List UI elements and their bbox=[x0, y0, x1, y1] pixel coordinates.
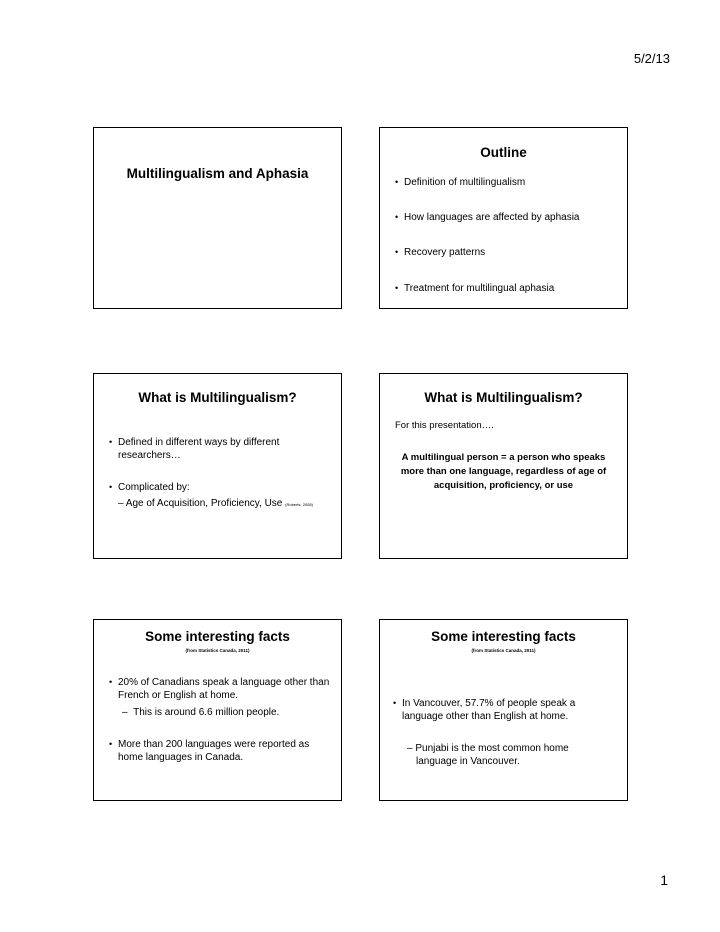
bullet-item: • Complicated by: bbox=[109, 482, 190, 493]
bullet-item: • How languages are affected by aphasia bbox=[395, 212, 580, 223]
bullet-icon: • bbox=[395, 177, 399, 187]
bullet-item: • Treatment for multilingual aphasia bbox=[395, 283, 555, 294]
slide-title: What is Multilingualism? bbox=[424, 390, 583, 405]
slide-title: Outline bbox=[480, 145, 527, 160]
slide-2 bbox=[379, 127, 628, 309]
slide-5 bbox=[93, 619, 342, 801]
page-number: 1 bbox=[660, 872, 668, 888]
page-date: 5/2/13 bbox=[633, 51, 670, 66]
bullet-icon: • bbox=[109, 437, 113, 447]
slide-1 bbox=[93, 127, 342, 309]
sub-bullet: – Age of Acquisition, Proficiency, Use (Roberts, 2008) bbox=[118, 498, 313, 509]
definition-text: A multilingual person = a person who speaks more than one language, regardless of age of acquisition, proficiency, or use bbox=[400, 452, 607, 491]
slide-title: Multilingualism and Aphasia bbox=[126, 166, 309, 181]
sub-bullet: – Punjabi is the most common home language in Vancouver. bbox=[407, 743, 569, 767]
bullet-item: • In Vancouver, 57.7% of people speak a language other than English at home. bbox=[393, 698, 576, 722]
slide-4 bbox=[379, 373, 628, 559]
bullet-icon: • bbox=[395, 212, 399, 222]
intro-text: For this presentation…. bbox=[395, 420, 494, 431]
slide-title: Some interesting facts bbox=[431, 629, 576, 644]
bullet-icon: • bbox=[109, 677, 113, 687]
bullet-item: • Recovery patterns bbox=[395, 247, 486, 258]
bullet-item: • Defined in different ways by different researchers… bbox=[109, 437, 280, 461]
bullet-icon: • bbox=[395, 283, 399, 293]
bullet-icon: • bbox=[109, 739, 113, 749]
bullet-icon: • bbox=[393, 698, 397, 708]
slide-3 bbox=[93, 373, 342, 559]
bullet-item: • Definition of multilingualism bbox=[395, 177, 526, 188]
bullet-item: • 20% of Canadians speak a language other than French or English at home. bbox=[109, 677, 330, 701]
source-citation: (from Statistics Canada, 2011) bbox=[185, 648, 250, 653]
sub-bullet: – This is around 6.6 million people. bbox=[122, 707, 280, 718]
source-citation: (from Statistics Canada, 2011) bbox=[471, 648, 536, 653]
slide-title: What is Multilingualism? bbox=[138, 390, 297, 405]
bullet-item: • More than 200 languages were reported as home languages in Canada. bbox=[109, 739, 310, 763]
bullet-icon: • bbox=[395, 247, 399, 257]
bullet-icon: • bbox=[109, 482, 113, 492]
slide-title: Some interesting facts bbox=[145, 629, 290, 644]
slide-6 bbox=[379, 619, 628, 801]
